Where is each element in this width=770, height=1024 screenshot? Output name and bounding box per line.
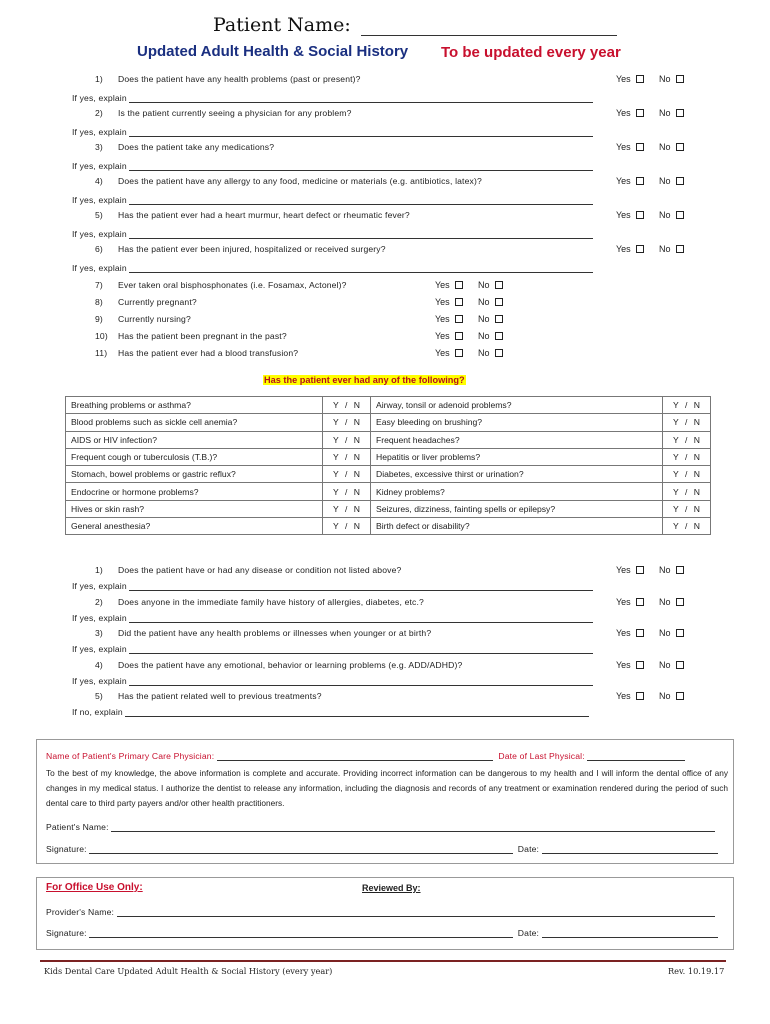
question-c-5-number: 5) [95, 691, 103, 701]
condition-right: Easy bleeding on brushing? [371, 414, 663, 431]
question-b-11-no-option [478, 348, 503, 358]
no-label: No [659, 210, 671, 220]
explain-field[interactable] [129, 229, 593, 239]
question-c-5-no-option [659, 691, 684, 701]
question-b-7-yes-option [435, 280, 463, 290]
question-c-3-explain [72, 644, 593, 654]
patient-name-label: Patient's Name: [46, 822, 109, 832]
condition-right-yn[interactable]: Y / N [663, 483, 711, 500]
condition-right: Kidney problems? [371, 483, 663, 500]
no-label: No [659, 659, 671, 670]
condition-row [66, 483, 711, 500]
yes-checkbox[interactable] [636, 75, 644, 83]
no-checkbox[interactable] [676, 109, 684, 117]
question-b-9-no-option [478, 314, 503, 324]
no-checkbox[interactable] [676, 143, 684, 151]
condition-right-yn[interactable]: Y / N [663, 414, 711, 431]
yes-checkbox[interactable] [636, 629, 644, 637]
yes-label: Yes [616, 691, 631, 701]
condition-right: Airway, tonsil or adenoid problems? [371, 397, 663, 414]
provider-row [46, 907, 715, 917]
yes-label: Yes [616, 142, 631, 152]
question-b-9-number: 9) [95, 314, 103, 324]
question-a-1-number: 1) [95, 74, 103, 84]
question-a-5-no-option [659, 210, 684, 220]
yes-checkbox[interactable] [636, 661, 644, 669]
question-c-2-explain [72, 613, 593, 623]
question-a-6-text: Has the patient ever been injured, hospitalized or received surgery? [118, 244, 386, 254]
explain-label: If yes, explain [72, 263, 127, 273]
question-b-10-text: Has the patient been pregnant in the past? [118, 331, 287, 341]
no-checkbox[interactable] [495, 315, 503, 323]
office-date-field[interactable] [542, 928, 718, 938]
question-a-3-explain [72, 161, 593, 171]
question-a-4-no-option [659, 176, 684, 186]
yes-label: Yes [616, 108, 631, 118]
yes-label: Yes [435, 348, 450, 358]
pcp-row [46, 751, 685, 761]
date-label: Date: [517, 844, 540, 854]
condition-left-yn[interactable]: Y / N [323, 483, 371, 500]
question-c-1-text: Does the patient have or had any disease or condition not listed above? [118, 565, 402, 575]
yes-label: Yes [616, 596, 631, 607]
explain-field[interactable] [129, 263, 593, 273]
condition-row [66, 414, 711, 431]
explain-label: If yes, explain [72, 93, 127, 103]
question-b-11-text: Has the patient ever had a blood transfusion? [118, 348, 299, 358]
yes-checkbox[interactable] [455, 298, 463, 306]
question-c-1-no-option [659, 565, 684, 575]
explain-field[interactable] [129, 93, 593, 103]
condition-right: Diabetes, excessive thirst or urination? [371, 466, 663, 483]
condition-left: Blood problems such as sickle cell anemia? [66, 414, 323, 431]
condition-right-yn[interactable]: Y / N [663, 500, 711, 517]
yes-label: Yes [616, 565, 631, 575]
office-date-label: Date: [517, 928, 540, 938]
question-b-7-number: 7) [95, 280, 103, 290]
no-checkbox[interactable] [676, 245, 684, 253]
explain-field[interactable] [129, 127, 593, 137]
question-a-2-no-option [659, 108, 684, 118]
question-a-1-no-option [659, 74, 684, 84]
explain-label: If yes, explain [72, 195, 127, 205]
update-note: To be updated every year [441, 44, 621, 61]
explain-field[interactable] [125, 707, 589, 717]
condition-right-yn[interactable]: Y / N [663, 466, 711, 483]
explain-label: If yes, explain [72, 612, 127, 623]
question-b-7-text: Ever taken oral bisphosphonates (i.e. Fosamax, Actonel)? [118, 280, 347, 290]
condition-left-yn[interactable]: Y / N [323, 518, 371, 535]
no-checkbox[interactable] [676, 629, 684, 637]
question-a-2-number: 2) [95, 108, 103, 118]
explain-label: If yes, explain [72, 161, 127, 171]
question-b-10-number: 10) [95, 331, 108, 341]
no-checkbox[interactable] [676, 661, 684, 669]
condition-right-yn[interactable]: Y / N [663, 518, 711, 535]
conditions-heading: Has the patient ever had any of the following? [264, 375, 465, 385]
question-c-4-no-option [659, 660, 684, 670]
question-b-8-number: 8) [95, 297, 103, 307]
question-a-6-number: 6) [95, 244, 103, 254]
explain-label: If yes, explain [72, 127, 127, 137]
yes-label: Yes [435, 331, 450, 341]
condition-right: Hepatitis or liver problems? [371, 448, 663, 465]
office-signature-field[interactable] [89, 928, 513, 938]
yes-checkbox[interactable] [455, 315, 463, 323]
yes-checkbox[interactable] [636, 566, 644, 574]
question-c-2-yes-option [616, 597, 644, 607]
question-c-3-no-option [659, 628, 684, 638]
question-a-2-yes-option [616, 108, 644, 118]
no-checkbox[interactable] [676, 598, 684, 606]
footer-left: Kids Dental Care Updated Adult Health & Social History (every year) [44, 966, 333, 976]
signature-label: Signature: [46, 844, 87, 854]
condition-left: General anesthesia? [66, 518, 323, 535]
condition-row [66, 448, 711, 465]
provider-label: Provider's Name: [46, 907, 115, 917]
question-c-2-no-option [659, 597, 684, 607]
condition-left: Stomach, bowel problems or gastric reflux? [66, 466, 323, 483]
no-label: No [659, 565, 671, 575]
question-c-2-text: Does anyone in the immediate family have history of allergies, diabetes, etc.? [118, 596, 424, 607]
yes-label: Yes [616, 244, 631, 254]
question-a-3-number: 3) [95, 142, 103, 152]
no-label: No [659, 176, 671, 186]
question-a-2-text: Is the patient currently seeing a physician for any problem? [118, 108, 352, 118]
no-checkbox[interactable] [495, 349, 503, 357]
question-a-4-text: Does the patient have any allergy to any food, medicine or materials (e.g. antibiotics, latex)? [118, 176, 482, 186]
no-label: No [478, 348, 490, 358]
explain-field[interactable] [129, 644, 593, 654]
question-c-1-yes-option [616, 565, 644, 575]
question-c-4-number: 4) [95, 659, 103, 670]
reviewed-by-label: Reviewed By: [362, 883, 421, 893]
explain-field[interactable] [129, 161, 593, 171]
explain-label: If no, explain [72, 707, 123, 717]
condition-left-yn[interactable]: Y / N [323, 414, 371, 431]
yes-checkbox[interactable] [636, 245, 644, 253]
condition-right: Seizures, dizziness, fainting spells or epilepsy? [371, 500, 663, 517]
no-label: No [659, 691, 671, 701]
question-a-5-text: Has the patient ever had a heart murmur, heart defect or rheumatic fever? [118, 210, 410, 220]
question-a-5-number: 5) [95, 210, 103, 220]
no-label: No [659, 142, 671, 152]
yes-label: Yes [616, 74, 631, 84]
no-label: No [659, 108, 671, 118]
condition-row [66, 431, 711, 448]
explain-label: If yes, explain [72, 644, 127, 654]
yes-label: Yes [435, 280, 450, 290]
office-signature-row [46, 928, 718, 938]
question-b-11-number: 11) [95, 348, 108, 358]
condition-left-yn[interactable]: Y / N [323, 397, 371, 414]
question-b-8-no-option [478, 297, 503, 307]
condition-left-yn[interactable]: Y / N [323, 431, 371, 448]
no-label: No [659, 244, 671, 254]
yes-checkbox[interactable] [636, 143, 644, 151]
consent-statement: To the best of my knowledge, the above information is complete and accurate. Providing incorrect information can be dangerous to my health and I will inform the dental office of any changes in my medical status. I authorize the dentist to release any information, including the diagnosis and records of any treatment or examination rendered during the period of such dental care to third party payers and/or other health practitioners. [46, 768, 728, 808]
question-c-3-text: Did the patient have any health problems or illnesses when younger or at birth? [118, 628, 432, 638]
no-label: No [659, 596, 671, 607]
condition-left: Endocrine or hormone problems? [66, 483, 323, 500]
question-b-8-yes-option [435, 297, 463, 307]
form-title: Updated Adult Health & Social History [137, 43, 409, 60]
question-b-9-yes-option [435, 314, 463, 324]
signature-row [46, 844, 718, 854]
condition-row [66, 397, 711, 414]
explain-label: If yes, explain [72, 675, 127, 686]
explain-field[interactable] [129, 613, 593, 623]
question-a-4-explain [72, 195, 593, 205]
condition-row [66, 466, 711, 483]
no-checkbox[interactable] [495, 332, 503, 340]
yes-checkbox[interactable] [455, 332, 463, 340]
question-c-3-number: 3) [95, 628, 103, 638]
question-a-4-yes-option [616, 176, 644, 186]
pcp-line[interactable] [217, 751, 493, 761]
patient-name-row [46, 822, 715, 832]
yes-checkbox[interactable] [455, 281, 463, 289]
condition-left-yn[interactable]: Y / N [323, 466, 371, 483]
question-c-4-text: Does the patient have any emotional, behavior or learning problems (e.g. ADD/ADHD)? [118, 659, 463, 670]
condition-left-yn[interactable]: Y / N [323, 448, 371, 465]
question-b-7-no-option [478, 280, 503, 290]
yes-checkbox[interactable] [636, 211, 644, 219]
question-a-6-no-option [659, 244, 684, 254]
condition-right: Frequent headaches? [371, 431, 663, 448]
condition-left: Frequent cough or tuberculosis (T.B.)? [66, 448, 323, 465]
question-a-1-yes-option [616, 74, 644, 84]
no-checkbox[interactable] [676, 177, 684, 185]
explain-label: If yes, explain [72, 581, 127, 591]
question-c-4-yes-option [616, 660, 644, 670]
provider-field[interactable] [117, 907, 715, 917]
explain-field[interactable] [129, 581, 593, 591]
yes-label: Yes [616, 176, 631, 186]
patient-name-heading: Patient Name: [213, 14, 617, 36]
explain-field[interactable] [129, 676, 593, 686]
yes-checkbox[interactable] [636, 692, 644, 700]
question-b-10-no-option [478, 331, 503, 341]
condition-row [66, 518, 711, 535]
yes-checkbox[interactable] [636, 109, 644, 117]
condition-right-yn[interactable]: Y / N [663, 397, 711, 414]
explain-field[interactable] [129, 195, 593, 205]
condition-left: Hives or skin rash? [66, 500, 323, 517]
no-checkbox[interactable] [676, 566, 684, 574]
question-c-1-explain [72, 581, 593, 591]
date-field[interactable] [542, 844, 718, 854]
question-a-1-explain [72, 93, 593, 103]
question-a-6-yes-option [616, 244, 644, 254]
no-label: No [659, 628, 671, 638]
question-a-3-yes-option [616, 142, 644, 152]
footer-revision: Rev. 10.19.17 [668, 966, 725, 976]
no-checkbox[interactable] [676, 692, 684, 700]
last-physical-label: Date of Last Physical: [498, 751, 585, 761]
yes-checkbox[interactable] [636, 598, 644, 606]
no-label: No [478, 280, 490, 290]
question-b-11-yes-option [435, 348, 463, 358]
question-c-5-text: Has the patient related well to previous treatments? [118, 691, 322, 701]
question-a-4-number: 4) [95, 176, 103, 186]
condition-left-yn[interactable]: Y / N [323, 500, 371, 517]
footer-rule [40, 960, 726, 962]
question-b-9-text: Currently nursing? [118, 314, 191, 324]
question-c-5-explain [72, 707, 589, 717]
condition-right-yn[interactable]: Y / N [663, 448, 711, 465]
question-a-2-explain [72, 127, 593, 137]
question-b-10-yes-option [435, 331, 463, 341]
yes-label: Yes [616, 659, 631, 670]
no-checkbox[interactable] [495, 298, 503, 306]
pcp-label: Name of Patient's Primary Care Physician: [46, 751, 215, 761]
question-c-3-yes-option [616, 628, 644, 638]
yes-label: Yes [435, 314, 450, 324]
office-use-title: For Office Use Only: [46, 882, 143, 893]
no-checkbox[interactable] [495, 281, 503, 289]
condition-left: AIDS or HIV infection? [66, 431, 323, 448]
question-a-6-explain [72, 263, 593, 273]
yes-label: Yes [435, 297, 450, 307]
no-checkbox[interactable] [676, 75, 684, 83]
question-c-2-number: 2) [95, 596, 103, 607]
conditions-table [65, 396, 711, 535]
no-label: No [659, 74, 671, 84]
condition-row [66, 500, 711, 517]
no-label: No [478, 314, 490, 324]
question-a-5-explain [72, 229, 593, 239]
condition-left: Breathing problems or asthma? [66, 397, 323, 414]
condition-right: Birth defect or disability? [371, 518, 663, 535]
last-physical-line[interactable] [587, 751, 685, 761]
condition-right-yn[interactable]: Y / N [663, 431, 711, 448]
question-b-8-text: Currently pregnant? [118, 297, 197, 307]
question-c-4-explain [72, 676, 593, 686]
question-c-5-yes-option [616, 691, 644, 701]
question-c-1-number: 1) [95, 565, 103, 575]
yes-label: Yes [616, 628, 631, 638]
patient-name-line[interactable] [361, 19, 617, 36]
no-label: No [478, 331, 490, 341]
question-a-1-text: Does the patient have any health problems (past or present)? [118, 74, 361, 84]
yes-label: Yes [616, 210, 631, 220]
signature-field[interactable] [89, 844, 513, 854]
office-signature-label: Signature: [46, 928, 87, 938]
question-a-3-no-option [659, 142, 684, 152]
question-a-5-yes-option [616, 210, 644, 220]
yes-checkbox[interactable] [455, 349, 463, 357]
patient-name-field[interactable] [111, 822, 715, 832]
yes-checkbox[interactable] [636, 177, 644, 185]
no-label: No [478, 297, 490, 307]
explain-label: If yes, explain [72, 229, 127, 239]
question-a-3-text: Does the patient take any medications? [118, 142, 275, 152]
no-checkbox[interactable] [676, 211, 684, 219]
